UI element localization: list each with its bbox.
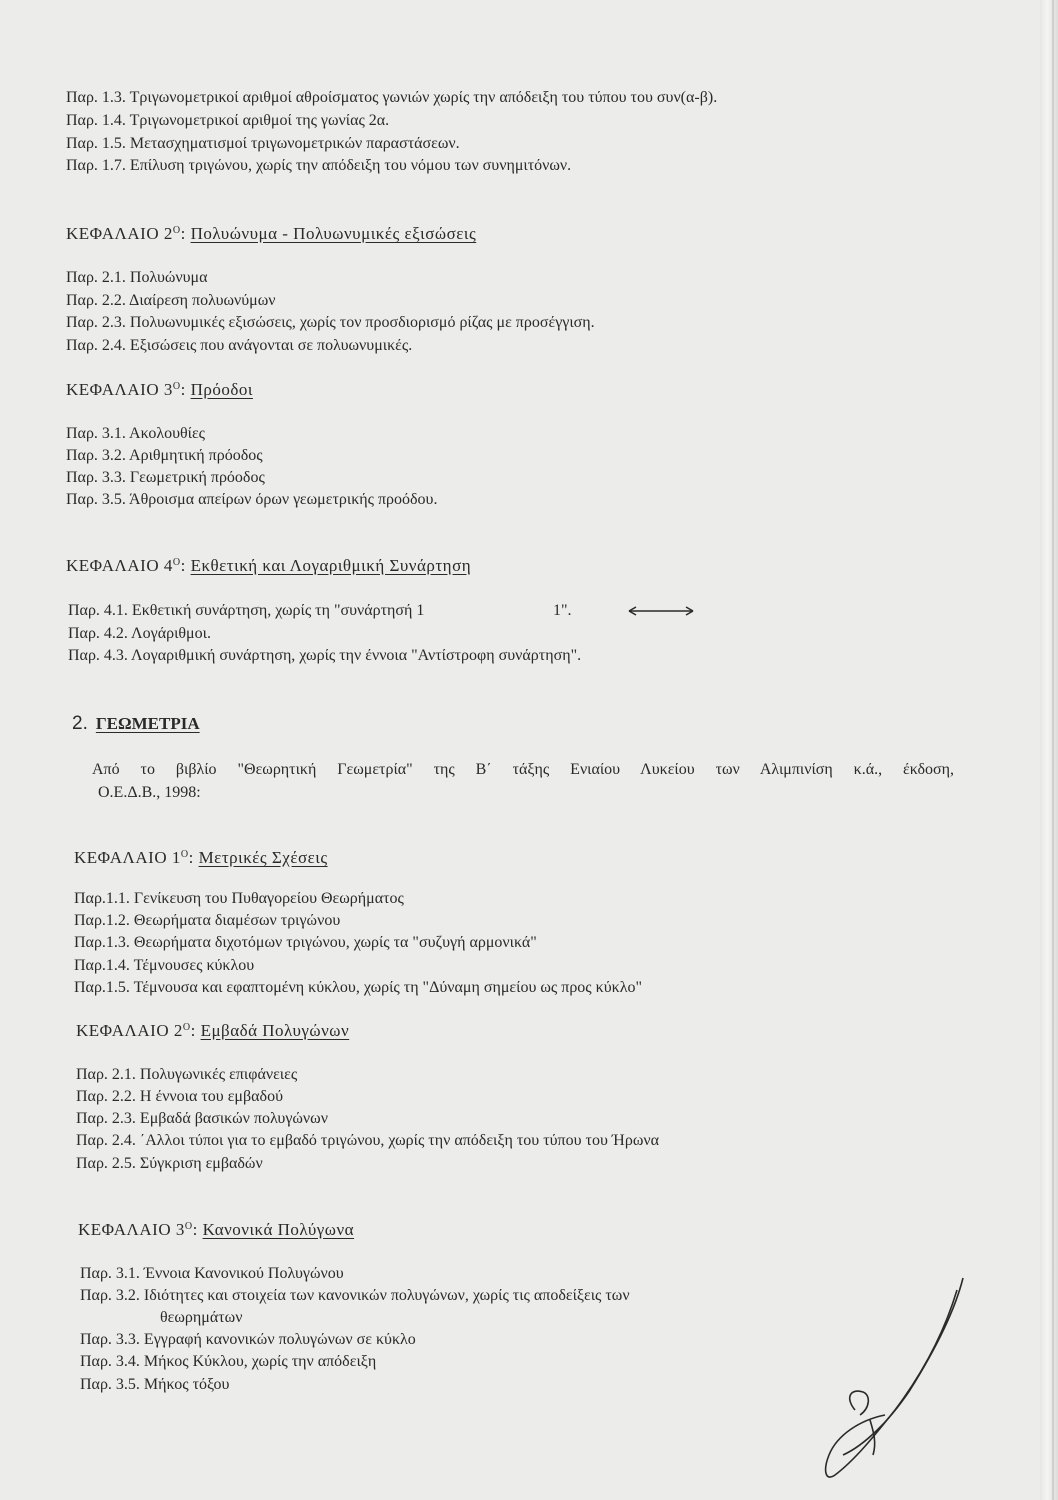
paragraph-number: Παρ. 1.3. bbox=[66, 89, 126, 106]
page-edge bbox=[1040, 0, 1058, 1500]
list-item: Παρ. 3.2. Ιδιότητες και στοιχεία των κανονικών πολυγώνων, χωρίς τις αποδείξεις των bbox=[80, 1287, 630, 1304]
paragraph-text: Επίλυση τριγώνου, χωρίς την απόδειξη του νόμου των συνημιτόνων. bbox=[129, 157, 572, 174]
chapter-title: Εκθετική και Λογαριθμική Συνάρτηση bbox=[190, 556, 472, 575]
list-item: Παρ. 2.4. ΄Αλλοι τύποι για το εμβαδό τριγώνου, χωρίς την απόδειξη του τύπου του Ήρωνα bbox=[76, 1132, 659, 1149]
paragraph-text: Μετασχηματισμοί τριγωνομετρικών παραστάσεων. bbox=[129, 135, 460, 152]
chapter-heading: ΚΕΦΑΛΑΙΟ $1^O$: Μετρικές Σχέσεις bbox=[74, 848, 328, 867]
list-item: Παρ. 2.3. Πολυωνυμικές εξισώσεις, χωρίς τον προσδιορισμό ρίζας με προσέγγιση. bbox=[66, 314, 595, 331]
list-item bbox=[66, 88, 717, 108]
list-item bbox=[66, 156, 571, 176]
chapter-title: Κανονικά Πολύγωνα bbox=[202, 1220, 355, 1239]
list-item bbox=[66, 134, 460, 154]
list-item-continuation: 1". bbox=[553, 602, 572, 619]
list-item: Παρ. 2.3. Εμβαδά βασικών πολυγώνων bbox=[76, 1110, 328, 1127]
paragraph-number: Παρ. 1.4. bbox=[66, 112, 126, 129]
intro-text-cont: Ο.Ε.Δ.Β., 1998: bbox=[98, 784, 201, 801]
signature-mark bbox=[815, 1270, 975, 1490]
list-item: Παρ. 2.2. Η έννοια του εμβαδού bbox=[76, 1088, 283, 1105]
list-item: Παρ.1.1. Γενίκευση του Πυθαγορείου Θεωρήματος bbox=[74, 890, 404, 907]
list-item-continuation: θεωρημάτων bbox=[160, 1309, 243, 1326]
list-item: Παρ. 3.1. Έννοια Κανονικού Πολυγώνου bbox=[80, 1265, 344, 1282]
list-item: Παρ. 3.3. Γεωμετρική πρόοδος bbox=[66, 469, 265, 486]
page-edge-line bbox=[1052, 0, 1054, 1500]
list-item: Παρ.1.2. Θεωρήματα διαμέσων τριγώνου bbox=[74, 912, 341, 929]
paragraph-text: Τριγωνομετρικοί αριθμοί αθροίσματος γωνιών χωρίς την απόδειξη του τύπου του συν(α-β). bbox=[129, 89, 718, 106]
list-item: Παρ. 3.2. Αριθμητική πρόοδος bbox=[66, 447, 263, 464]
list-item: Παρ. 3.4. Μήκος Κύκλου, χωρίς την απόδειξη bbox=[80, 1353, 377, 1370]
list-item: Παρ. 2.2. Διαίρεση πολυωνύμων bbox=[66, 292, 276, 309]
paragraph-text: Τριγωνομετρικοί αριθμοί της γωνίας 2α. bbox=[129, 112, 390, 129]
list-item: Παρ. 3.5. Άθροισμα απείρων όρων γεωμετρικής προόδου. bbox=[66, 491, 438, 508]
list-item: Παρ. 4.1. Εκθετική συνάρτηση, χωρίς τη "συνάρτησή 1 bbox=[68, 602, 425, 619]
chapter-heading: ΚΕΦΑΛΑΙΟ $2^O$: Πολυώνυμα - Πολυωνυμικές εξισώσεις bbox=[66, 224, 477, 243]
list-item: Παρ. 4.3. Λογαριθμική συνάρτηση, χωρίς την έννοια "Αντίστροφη συνάρτηση". bbox=[68, 647, 582, 664]
chapter-heading: ΚΕΦΑΛΑΙΟ $3^O$: Πρόοδοι bbox=[66, 380, 253, 399]
chapter-heading: ΚΕΦΑΛΑΙΟ $3^O$: Κανονικά Πολύγωνα bbox=[78, 1220, 355, 1239]
list-item: Παρ. 4.2. Λογάριθμοι. bbox=[68, 625, 211, 642]
chapter-title: Πολυώνυμα - Πολυωνυμικές εξισώσεις bbox=[190, 224, 477, 243]
chapter-title: Μετρικές Σχέσεις bbox=[198, 848, 328, 867]
list-item: Παρ. 2.1. Πολυώνυμα bbox=[66, 269, 208, 286]
list-item: Παρ. 3.5. Μήκος τόξου bbox=[80, 1376, 230, 1393]
list-item: Παρ. 2.4. Εξισώσεις που ανάγονται σε πολυωνυμικές. bbox=[66, 337, 413, 354]
list-item: Παρ.1.4. Τέμνουσες κύκλου bbox=[74, 957, 255, 974]
list-item: Παρ.1.3. Θεωρήματα διχοτόμων τριγώνου, χωρίς τα "συζυγή αρμονικά" bbox=[74, 934, 537, 951]
paragraph-number: Παρ. 1.7. bbox=[66, 157, 126, 174]
chapter-title: Πρόοδοι bbox=[190, 380, 253, 399]
chapter-title: Εμβαδά Πολυγώνων bbox=[200, 1021, 350, 1040]
double-arrow-icon bbox=[625, 603, 697, 619]
paragraph-number: Παρ. 1.5. bbox=[66, 135, 126, 152]
list-item: Παρ. 2.5. Σύγκριση εμβαδών bbox=[76, 1155, 263, 1172]
list-item: Παρ. 2.1. Πολυγωνικές επιφάνειες bbox=[76, 1066, 298, 1083]
section-title: 2. ΓΕΩΜΕΤΡΙΑ bbox=[72, 713, 200, 734]
chapter-heading: ΚΕΦΑΛΑΙΟ $4^O$: Εκθετική και Λογαριθμική Συνάρτηση bbox=[66, 556, 472, 575]
intro-text: Από το βιβλίο "Θεωρητική Γεωμετρία" της Β΄ τάξης Ενιαίου Λυκείου των Αλιμπινίση κ.ά., έκδοση, bbox=[92, 761, 954, 778]
list-item: Παρ. 3.3. Εγγραφή κανονικών πολυγώνων σε κύκλο bbox=[80, 1331, 416, 1348]
list-item: Παρ.1.5. Τέμνουσα και εφαπτομένη κύκλου, χωρίς τη "Δύναμη σημείου ως προς κύκλο" bbox=[74, 979, 642, 996]
list-item bbox=[66, 111, 389, 131]
chapter-heading: ΚΕΦΑΛΑΙΟ $2^O$: Εμβαδά Πολυγώνων bbox=[76, 1021, 350, 1040]
list-item: Παρ. 3.1. Ακολουθίες bbox=[66, 425, 206, 442]
